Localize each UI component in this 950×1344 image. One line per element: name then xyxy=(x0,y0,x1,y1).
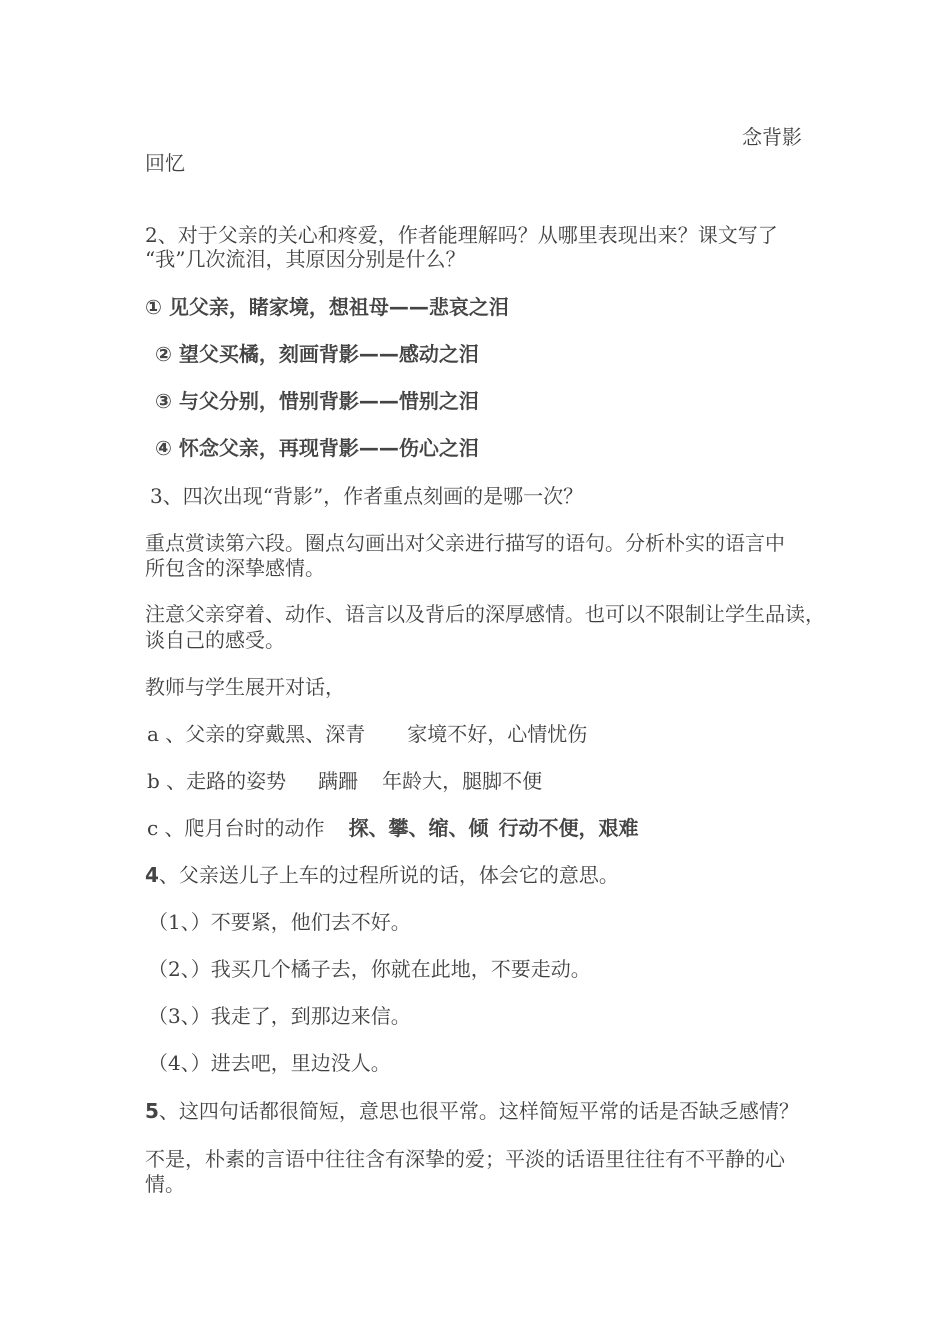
q2-answer-4: ④ 怀念父亲，再现背影——伤心之泪 xyxy=(155,436,479,460)
q5-number: 5 xyxy=(145,1099,159,1123)
q4-number: 4 xyxy=(145,863,159,887)
q3-item-b xyxy=(147,768,542,794)
q4-quote-3: （3、）我走了，到那边来信。 xyxy=(148,1004,411,1028)
item-b-detail2: 年龄大，腿脚不便 xyxy=(382,769,543,793)
item-c-actions: 探、攀、缩、倾 xyxy=(348,816,489,840)
item-a-detail: 家境不好，心情忧伤 xyxy=(407,722,588,746)
q4-text: 、父亲送儿子上车的过程所说的话，体会它的意思。 xyxy=(158,863,619,887)
q5-question xyxy=(145,1098,799,1124)
item-b-detail1: 蹒跚 xyxy=(318,769,359,793)
q3-para1-line2: 所包含的深挚感情。 xyxy=(145,556,325,580)
item-b-label: b 、走路的姿势 xyxy=(147,769,287,793)
q3-question: 3、四次出现“背影”，作者重点刻画的是哪一次？ xyxy=(150,484,584,508)
q3-item-a xyxy=(147,721,587,747)
q2-line2: “我”几次流泪，其原因分别是什么？ xyxy=(145,247,466,271)
q5-answer-line1: 不是，朴素的言语中往往含有深挚的爱；平淡的话语里往往有不平静的心 xyxy=(145,1147,785,1171)
q3-para1-line1: 重点赏读第六段。圈点勾画出对父亲进行描写的语句。分析朴实的语言中 xyxy=(145,531,785,555)
item-a-label: a 、父亲的穿戴黑、深青 xyxy=(147,722,366,746)
title-text: 念背影 xyxy=(742,125,802,149)
q4-quote-4: （4、）进去吧，里边没人。 xyxy=(148,1051,391,1075)
q4-question xyxy=(145,862,619,888)
q3-dialogue: 教师与学生展开对话， xyxy=(145,675,345,699)
q2-answer-1: ① 见父亲，睹家境，想祖母——悲哀之泪 xyxy=(145,295,509,319)
q2-answer-3: ③ 与父分别，惜别背影——惜别之泪 xyxy=(155,389,479,413)
q3-para2-line1: 注意父亲穿着、动作、语言以及背后的深厚感情。也可以不限制让学生品读， xyxy=(145,602,825,626)
q4-quote-2: （2、）我买几个橘子去，你就在此地，不要走动。 xyxy=(148,957,591,981)
q2-line1: 2、对于父亲的关心和疼爱，作者能理解吗？从哪里表现出来？课文写了 xyxy=(145,223,778,247)
item-c-label: c 、爬月台时的动作 xyxy=(147,816,325,840)
q5-answer-line2: 情。 xyxy=(145,1172,185,1196)
recall-text: 回忆 xyxy=(145,151,185,175)
q3-item-c xyxy=(147,815,639,841)
q5-text: 、这四句话都很简短，意思也很平常。这样简短平常的话是否缺乏感情？ xyxy=(158,1099,799,1123)
q4-quote-1: （1、）不要紧，他们去不好。 xyxy=(148,910,411,934)
item-c-result: 行动不便，艰难 xyxy=(498,816,639,840)
q2-answer-2: ② 望父买橘，刻画背影——感动之泪 xyxy=(155,342,479,366)
q3-para2-line2: 谈自己的感受。 xyxy=(145,628,285,652)
